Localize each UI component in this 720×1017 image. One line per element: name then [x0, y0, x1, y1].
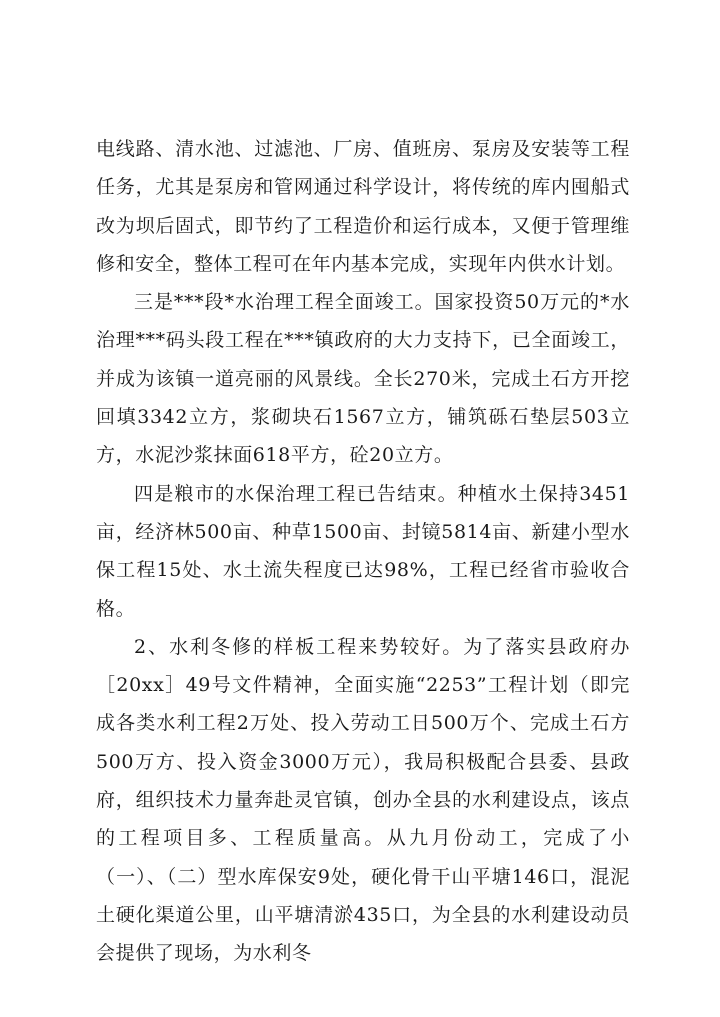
- paragraph-4: 2、水利冬修的样板工程来势较好。为了落实县政府办［20xx］49号文件精神，全面实施“2253”工程计划（即完成各类水利工程2万处、投入劳动工日500万个、完成土石方500万方、投入资金3000万元），我局积极配合县委、县政府，组织技术力量奔赴灵官镇，创办全县的水利建设点，该点的工程项目多、工程质量高。从九月份动工，完成了小（一）、（二）型水库保安9处，硬化骨干山平塘146口，混泥土硬化渠道公里，山平塘清淤435口，为全县的水利建设动员会提供了现场，为水利冬: [96, 635, 630, 965]
- paragraph-2: 三是***段*水治理工程全面竣工。国家投资50万元的*水治理***码头段工程在***镇政府的大力支持下，已全面竣工，并成为该镇一道亮丽的风景线。全长270米，完成土石方开挖回填3342立方，浆砌块石1567立方，铺筑砾石垫层503立方，水泥沙浆抹面618平方，砼20立方。: [96, 291, 630, 467]
- paragraph-3: 四是粮市的水保治理工程已告结束。种植水土保持3451亩，经济林500亩、种草1500亩、封镜5814亩、新建小型水保工程15处、水土流失程度已达98%，工程已经省市验收合格。: [96, 482, 630, 620]
- paragraph-1: 电线路、清水池、过滤池、厂房、值班房、泵房及安装等工程任务，尤其是泵房和管网通过科学设计，将传统的库内囤船式改为坝后固式，即节约了工程造价和运行成本，又便于管理维修和安全，整体工程可在年内基本完成，实现年内供水计划。: [96, 138, 630, 275]
- document-body: [96, 130, 630, 973]
